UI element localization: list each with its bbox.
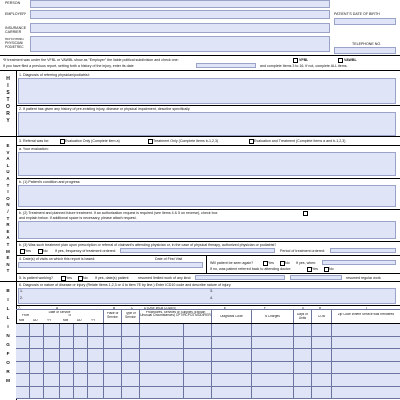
billing-cell[interactable] xyxy=(332,374,400,386)
evaluation-section xyxy=(0,137,400,282)
referred-back-no-label: No xyxy=(329,267,334,271)
billing-cell[interactable] xyxy=(312,374,332,386)
billing-cell[interactable] xyxy=(212,374,252,386)
billing-cell[interactable] xyxy=(252,324,294,336)
referring-field[interactable] xyxy=(30,36,330,52)
date-of-service-header: Date of Service From To MM DD YY MM DD YY xyxy=(16,310,104,323)
billing-cell[interactable] xyxy=(184,349,212,361)
billing-cell[interactable] xyxy=(332,324,400,336)
diagnosis-line-2: 2. xyxy=(20,296,23,300)
if-yes-when-label: If yes, when: xyxy=(296,261,317,265)
item2-label: 2. If patient has given any history of pre-existing injury, disease or physical impairment, describe specifically. xyxy=(19,107,191,111)
billing-cell[interactable] xyxy=(294,349,312,361)
billing-cell[interactable] xyxy=(122,362,140,374)
col-letter-f: F xyxy=(264,306,266,310)
billing-cell[interactable] xyxy=(44,387,60,399)
billing-cell[interactable] xyxy=(104,324,122,336)
billing-cell[interactable] xyxy=(212,324,252,336)
billing-cell[interactable] xyxy=(184,337,212,349)
item6-label: 6. Diagnosis or nature of disease or injury (Relate Items 1,2,3 or 4 to item 7E by line.) Enter ICD10 code and describe nature of injury. xyxy=(19,283,232,287)
seen-again-label: Will patient be seen again? xyxy=(210,261,254,265)
item-b1-label: b. (1) Patient's condition and progress: xyxy=(19,180,81,184)
frequency-label: If yes, frequency of treatment ordered: xyxy=(55,249,116,253)
billing-cell[interactable] xyxy=(44,324,60,336)
billing-cell[interactable] xyxy=(294,362,312,374)
billing-row xyxy=(16,374,400,387)
billing-cell[interactable] xyxy=(60,374,74,386)
billing-cell[interactable] xyxy=(184,362,212,374)
billing-cell[interactable] xyxy=(16,387,30,399)
billing-cell[interactable] xyxy=(88,362,104,374)
billing-cell[interactable] xyxy=(212,337,252,349)
billing-cell[interactable] xyxy=(332,387,400,399)
col-letter-d: D (USE WCB CODES) xyxy=(144,306,177,310)
billing-table-header xyxy=(16,310,400,324)
billing-section xyxy=(0,282,400,400)
complete-items-text: and complete Items 3 to 16. If not, complete ALL items. xyxy=(260,64,348,68)
billing-cell[interactable] xyxy=(122,349,140,361)
billing-cell[interactable] xyxy=(184,324,212,336)
col-letter-b: B xyxy=(113,306,116,310)
identification-section xyxy=(0,0,400,56)
eval-only-label: Evaluation Only (Complete item a) xyxy=(65,139,120,143)
diagnosis-line-3: 3. xyxy=(210,289,213,293)
item5-label: 5. Is patient working? xyxy=(19,276,53,280)
seen-again-when-field[interactable] xyxy=(322,260,396,265)
cob-header: COB xyxy=(312,310,332,323)
previous-report-date-field[interactable] xyxy=(196,63,256,68)
billing-cell[interactable] xyxy=(74,324,88,336)
billing-cell[interactable] xyxy=(74,349,88,361)
billing-cell[interactable] xyxy=(74,362,88,374)
item7-label: 7. xyxy=(18,306,21,310)
col-letter-c: C xyxy=(131,306,134,310)
vfbl-notice: *If treatment was under the VFBL or VAWBL show as "Employer" the liable political subdivision and check one: xyxy=(3,58,179,62)
billing-row xyxy=(16,324,400,337)
col-letter-h: H xyxy=(319,306,322,310)
visit-dates-field[interactable] xyxy=(18,262,203,268)
billing-cell[interactable] xyxy=(60,362,74,374)
referred-back-label: If no, was patient referred back to attending doctor: xyxy=(210,267,292,271)
billing-rows xyxy=(16,324,400,400)
billing-cell[interactable] xyxy=(122,387,140,399)
patient-dob-field[interactable] xyxy=(334,18,396,25)
billing-cell[interactable] xyxy=(60,387,74,399)
authorization-checkbox[interactable] xyxy=(303,211,308,216)
b3-no-label: No xyxy=(43,249,48,253)
billing-cell[interactable] xyxy=(104,337,122,349)
billing-cell[interactable] xyxy=(140,387,184,399)
item-a-field[interactable] xyxy=(18,152,396,176)
billing-cell[interactable] xyxy=(252,337,294,349)
procedures-header: Procedures, Services or Supplies (Explain Unusual Circumstances) CPT/HCPCS MODIFIER xyxy=(140,310,212,323)
billing-row xyxy=(16,362,400,375)
billing-cell[interactable] xyxy=(88,349,104,361)
col-letter-i: I xyxy=(366,306,367,310)
resumed-regular-field[interactable] xyxy=(290,275,342,280)
previous-report-text: If you have filed a previous report, setting forth a history of the injury, enter its date xyxy=(3,64,134,68)
resumed-limited-field[interactable] xyxy=(195,275,285,280)
period-field[interactable] xyxy=(330,248,396,253)
resumed-limited-label: resumed limited work of any kind: xyxy=(138,276,192,280)
billing-cell[interactable] xyxy=(88,324,104,336)
billing-cell[interactable] xyxy=(312,337,332,349)
billing-cell[interactable] xyxy=(44,374,60,386)
item-b1-field[interactable] xyxy=(18,185,396,207)
person-field[interactable] xyxy=(30,0,330,8)
working-no-label: No xyxy=(83,276,88,280)
referring-label: REFERRING PHYSICIAN/ POD/ETREC xyxy=(5,38,24,49)
resumed-regular-label: resumed regular work xyxy=(346,276,381,280)
employer-label: EMPLOYER* xyxy=(5,12,27,16)
col-letter-e: E xyxy=(224,306,227,310)
col-letter-g: G xyxy=(302,306,305,310)
patient-dob-label: PATIENT'S DATE OF BIRTH xyxy=(334,12,380,16)
charges-header: $ Charges xyxy=(252,310,294,323)
date-first-visit-label: Date of First Visit xyxy=(155,257,183,261)
period-label: Period of treatment ordered: xyxy=(280,249,325,253)
vfbl-label: VFBL xyxy=(299,58,309,62)
referred-back-yes-label: Yes xyxy=(312,267,318,271)
billing-side-label: B I L L I N G F O R M xyxy=(6,288,10,383)
billing-cell[interactable] xyxy=(212,387,252,399)
billing-cell[interactable] xyxy=(312,387,332,399)
item1-label: 1. Diagnosis of referring physician/podiatrist: xyxy=(19,73,90,77)
billing-cell[interactable] xyxy=(252,349,294,361)
vawbl-checkbox[interactable] xyxy=(338,58,343,63)
telephone-label: TELEPHONE NO. xyxy=(352,42,382,46)
diagnosis-code-header: Diagnosis Code xyxy=(212,310,252,323)
billing-cell[interactable] xyxy=(74,337,88,349)
billing-cell[interactable] xyxy=(30,337,44,349)
diagnosis-line-4: 4. xyxy=(210,296,213,300)
insurance-field[interactable] xyxy=(30,23,330,33)
billing-cell[interactable] xyxy=(30,324,44,336)
billing-cell[interactable] xyxy=(44,349,60,361)
working-yes-label: Yes xyxy=(66,276,72,280)
billing-cell[interactable] xyxy=(60,349,74,361)
zip-code-header: Zip Code Where Service was Rendered xyxy=(337,313,395,316)
billing-row xyxy=(16,387,400,400)
billing-cell[interactable] xyxy=(252,374,294,386)
billing-cell[interactable] xyxy=(312,349,332,361)
billing-cell[interactable] xyxy=(212,349,252,361)
billing-cell[interactable] xyxy=(74,374,88,386)
billing-cell[interactable] xyxy=(104,362,122,374)
billing-cell[interactable] xyxy=(16,362,30,374)
item2-field[interactable] xyxy=(18,112,396,136)
place-of-service-header: Place of Service xyxy=(104,310,122,323)
billing-cell[interactable] xyxy=(88,387,104,399)
billing-cell[interactable] xyxy=(16,324,30,336)
billing-cell[interactable] xyxy=(140,324,184,336)
billing-cell[interactable] xyxy=(140,374,184,386)
seen-again-yes-label: Yes xyxy=(268,261,274,265)
billing-cell[interactable] xyxy=(60,324,74,336)
billing-cell[interactable] xyxy=(294,374,312,386)
b3-yes-label: Yes xyxy=(25,249,31,253)
item-a-label: a. Your evaluation: xyxy=(19,147,49,151)
diagnosis-line-1: 1. xyxy=(20,289,23,293)
evaluation-side-label: E V A L U A T I O N / T R E A T M E N T xyxy=(6,143,10,274)
billing-cell[interactable] xyxy=(184,374,212,386)
item1-field[interactable] xyxy=(18,78,396,104)
billing-cell[interactable] xyxy=(294,387,312,399)
billing-cell[interactable] xyxy=(184,387,212,399)
treatment-only-label: Treatment Only (Complete items b-1,2,3) xyxy=(153,139,219,143)
billing-cell[interactable] xyxy=(294,324,312,336)
billing-cell[interactable] xyxy=(294,337,312,349)
history-side-label: H I S T O R Y xyxy=(6,76,10,124)
billing-cell[interactable] xyxy=(16,374,30,386)
billing-cell[interactable] xyxy=(140,337,184,349)
seen-again-no-label: No xyxy=(285,261,290,265)
billing-cell[interactable] xyxy=(252,387,294,399)
billing-cell[interactable] xyxy=(104,349,122,361)
billing-cell[interactable] xyxy=(122,337,140,349)
if-yes-dates-label: If yes, date(s) patient xyxy=(95,276,129,280)
item-b2-label: b. (2) Treatment and planned future treatment. If an authorization request is required (see items 4 & 5 on reverse), check box xyxy=(19,211,218,215)
days-units-header: Days or Units xyxy=(294,310,312,323)
employer-field[interactable] xyxy=(30,10,330,19)
billing-cell[interactable] xyxy=(122,374,140,386)
eval-and-treatment-label: Evaluation and Treatment (Complete items a and b-1,2,3) xyxy=(254,139,346,143)
person-label: PERSON xyxy=(5,1,21,5)
billing-cell[interactable] xyxy=(212,362,252,374)
billing-cell[interactable] xyxy=(16,349,30,361)
billing-cell[interactable] xyxy=(122,324,140,336)
item-b3-label: b. (3) Was such treatment plan upon prescription or referral of claimant's attending physician or, in the case of physical therapy, authorized physician or podiatrist? xyxy=(19,243,277,247)
billing-cell[interactable] xyxy=(252,362,294,374)
billing-cell[interactable] xyxy=(332,337,400,349)
billing-cell[interactable] xyxy=(44,337,60,349)
billing-cell[interactable] xyxy=(30,362,44,374)
frequency-field[interactable] xyxy=(120,248,275,253)
billing-cell[interactable] xyxy=(30,374,44,386)
item3-label: 3. Referral was for: xyxy=(19,139,50,143)
billing-cell[interactable] xyxy=(332,362,400,374)
billing-cell[interactable] xyxy=(104,374,122,386)
billing-cell[interactable] xyxy=(140,349,184,361)
vawbl-label: VAWBL xyxy=(344,58,357,62)
billing-cell[interactable] xyxy=(30,387,44,399)
billing-cell[interactable] xyxy=(104,387,122,399)
billing-cell[interactable] xyxy=(60,337,74,349)
vfbl-checkbox[interactable] xyxy=(293,58,298,63)
billing-cell[interactable] xyxy=(88,337,104,349)
item4-label: 4. Date(s) of visits on which this report is based: xyxy=(19,257,96,261)
billing-cell[interactable] xyxy=(332,349,400,361)
billing-cell[interactable] xyxy=(140,362,184,374)
history-section xyxy=(0,70,400,137)
type-of-service-header: Type of Service xyxy=(122,310,140,323)
billing-cell[interactable] xyxy=(16,337,30,349)
billing-row xyxy=(16,349,400,362)
item-b2-field[interactable] xyxy=(18,221,396,239)
billing-cell[interactable] xyxy=(88,374,104,386)
diagnosis-field[interactable] xyxy=(18,288,396,304)
billing-row xyxy=(16,337,400,350)
telephone-field[interactable] xyxy=(334,47,396,54)
billing-cell[interactable] xyxy=(312,324,332,336)
insurance-label: INSURANCE CARRIER xyxy=(5,26,27,35)
billing-cell[interactable] xyxy=(44,362,60,374)
billing-cell[interactable] xyxy=(30,349,44,361)
billing-cell[interactable] xyxy=(74,387,88,399)
col-letter-a: A xyxy=(56,306,59,310)
item-b2-tail: and explain below. If additional space is necessary, please attach request. xyxy=(19,216,137,220)
billing-cell[interactable] xyxy=(312,362,332,374)
